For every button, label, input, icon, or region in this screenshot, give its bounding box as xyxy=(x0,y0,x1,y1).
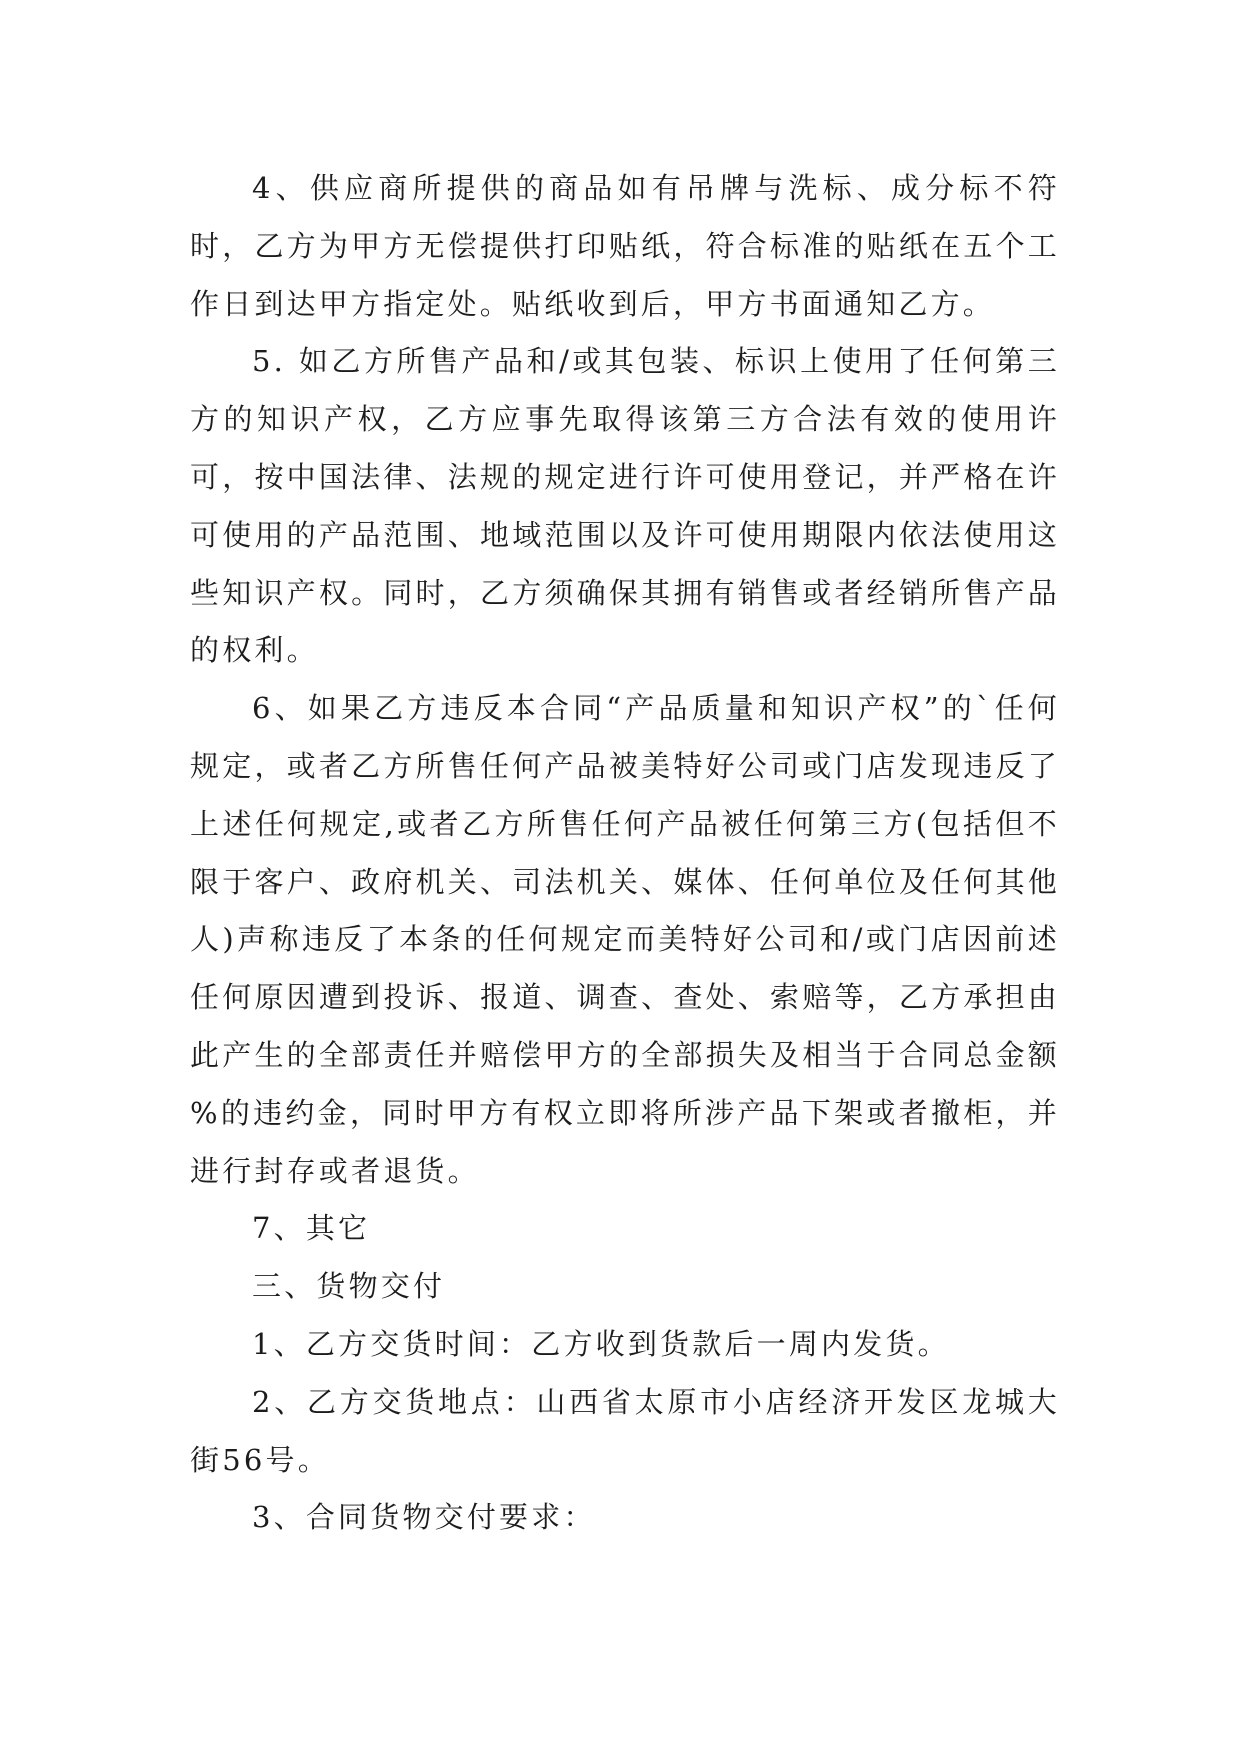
clause-7-paragraph: 7、其它 xyxy=(252,1211,371,1246)
document-body xyxy=(190,160,1060,1547)
clause-6-paragraph: 6、如果乙方违反本合同“产品质量和知识产权”的`任何规定，或者乙方所售任何产品被美特好公司或门店发现违反了上述任何规定,或者乙方所售任何产品被任何第三方(包括但不限于客户、政府机关、司法机关、媒体、任何单位及任何其他人)声称违反了本条的任何规定而美特好公司和/或门店因前述任何原因遭到投诉、报道、调查、查处、索赔等，乙方承担由此产生的全部责任并赔偿甲方的全部损失及相当于合同总金额 %的违约金，同时甲方有权立即将所涉产品下架或者撤柜，并进行封存或者退货。 xyxy=(190,691,1060,1188)
clause-4-paragraph: 4、供应商所提供的商品如有吊牌与洗标、成分标不符时，乙方为甲方无偿提供打印贴纸，符合标准的贴纸在五个工作日到达甲方指定处。贴纸收到后，甲方书面通知乙方。 xyxy=(190,171,1060,321)
delivery-requirements-paragraph: 3、合同货物交付要求： xyxy=(252,1500,596,1535)
delivery-location-paragraph: 2、乙方交货地点：山西省太原市小店经济开发区龙城大街56号。 xyxy=(190,1384,1060,1477)
clause-5-paragraph: 5. 如乙方所售产品和/或其包装、标识上使用了任何第三方的知识产权，乙方应事先取得该第三方合法有效的使用许可，按中国法律、法规的规定进行许可使用登记，并严格在许可使用的产品范围、地域范围以及许可使用期限内依法使用这些知识产权。同时，乙方须确保其拥有销售或者经销所售产品的权利。 xyxy=(190,344,1060,668)
section-heading: 三、货物交付 xyxy=(252,1269,446,1304)
delivery-time-paragraph: 1、乙方交货时间：乙方收到货款后一周内发货。 xyxy=(252,1326,950,1361)
